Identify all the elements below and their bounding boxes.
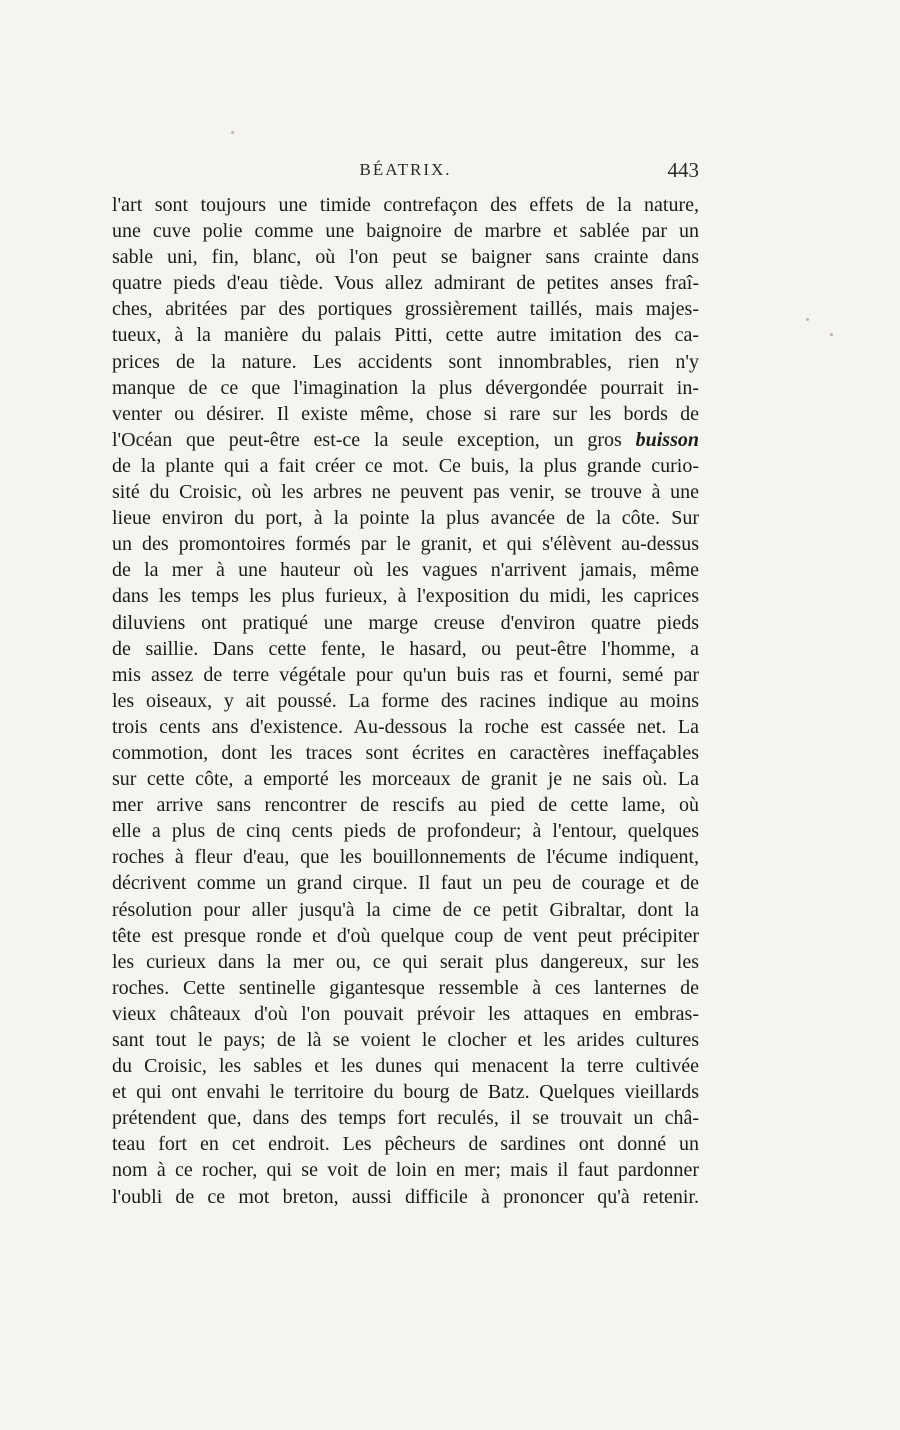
text-line: l'oubli de ce mot breton, aussi difficile à prononcer qu'à retenir. (112, 1185, 699, 1208)
text-line: de la plante qui a fait créer ce mot. Ce buis, la plus grande curio- (112, 454, 699, 477)
body-text (112, 192, 699, 1210)
text-line-with-emphasis (112, 427, 699, 453)
text-line: mis assez de terre végétale pour qu'un buis ras et fourni, semé par (112, 663, 699, 686)
text-line: résolution pour aller jusqu'à la cime de ce petit Gibraltar, dont la (112, 898, 699, 921)
text-line: sité du Croisic, où les arbres ne peuvent pas venir, se trouve à une (112, 481, 699, 504)
text-line: diluviens ont pratiqué une marge creuse d'environ quatre pieds (112, 611, 699, 634)
page-header (112, 158, 699, 190)
emphasized-word: buisson (635, 428, 699, 451)
text-line: du Croisic, les sables et les dunes qui menacent la terre cultivée (112, 1055, 699, 1078)
text-line: les curieux dans la mer ou, ce qui serait plus dangereux, sur les (112, 950, 699, 973)
text-line: teau fort en cet endroit. Les pêcheurs de sardines ont donné un (112, 1133, 699, 1156)
text-line: manque de ce que l'imagination la plus dévergondée pourrait in- (112, 376, 699, 399)
text-line: l'art sont toujours une timide contrefaçon des effets de la nature, (112, 194, 699, 216)
text-line: tête est presque ronde et d'où quelque coup de vent peut précipiter (112, 924, 699, 947)
text-line: les oiseaux, y ait poussé. La forme des racines indique au moins (112, 689, 699, 712)
text-line: commotion, dont les traces sont écrites en caractères ineffaçables (112, 741, 699, 764)
text-line: prétendent que, dans des temps fort reculés, il se trouvait un châ- (112, 1107, 699, 1130)
paper-speck (231, 131, 234, 134)
page-number: 443 (667, 158, 699, 182)
text-line: prices de la nature. Les accidents sont innombrables, rien n'y (112, 350, 699, 373)
text-segment: l'Océan que peut-être est-ce la seule exception, un gros (112, 428, 622, 451)
running-title: BÉATRIX. (359, 160, 452, 179)
text-line: ches, abritées par des portiques grossièrement taillés, mais majes- (112, 298, 699, 321)
text-line: trois cents ans d'existence. Au-dessous la roche est cassée net. La (112, 715, 699, 738)
text-line: nom à ce rocher, qui se voit de loin en mer; mais il faut pardonner (112, 1159, 699, 1182)
text-line: tueux, à la manière du palais Pitti, cette autre imitation des ca- (112, 324, 699, 347)
text-line: une cuve polie comme une baignoire de marbre et sablée par un (112, 220, 699, 243)
text-line: vieux châteaux d'où l'on pouvait prévoir les attaques en embras- (112, 1002, 699, 1025)
text-line: de saillie. Dans cette fente, le hasard, ou peut-être l'homme, a (112, 637, 699, 660)
text-line: de la mer à une hauteur où les vagues n'arrivent jamais, même (112, 559, 699, 582)
text-line: et qui ont envahi le territoire du bourg de Batz. Quelques vieillards (112, 1081, 699, 1104)
text-line: dans les temps les plus furieux, à l'exposition du midi, les caprices (112, 585, 699, 608)
paper-speck (830, 333, 833, 336)
text-line: lieue environ du port, à la pointe la plus avancée de la côte. Sur (112, 507, 699, 530)
text-line: venter ou désirer. Il existe même, chose si rare sur les bords de (112, 402, 699, 425)
text-line: quatre pieds d'eau tiède. Vous allez admirant de petites anses fraî- (112, 272, 699, 295)
text-line: elle a plus de cinq cents pieds de profondeur; à l'entour, quelques (112, 820, 699, 843)
text-line: roches. Cette sentinelle gigantesque ressemble à ces lanternes de (112, 976, 699, 999)
text-line: sant tout le pays; de là se voient le clocher et les arides cultures (112, 1029, 699, 1051)
text-line: sable uni, fin, blanc, où l'on peut se baigner sans crainte dans (112, 246, 699, 269)
text-line: un des promontoires formés par le granit, et qui s'élèvent au-dessus (112, 533, 699, 556)
text-line: sur cette côte, a emporté les morceaux de granit je ne sais où. La (112, 768, 699, 791)
text-line: mer arrive sans rencontrer de rescifs au pied de cette lame, où (112, 794, 699, 817)
text-line: roches à fleur d'eau, que les bouillonnements de l'écume indiquent, (112, 846, 699, 869)
paper-speck (806, 318, 809, 321)
text-line: décrivent comme un grand cirque. Il faut un peu de courage et de (112, 872, 699, 895)
